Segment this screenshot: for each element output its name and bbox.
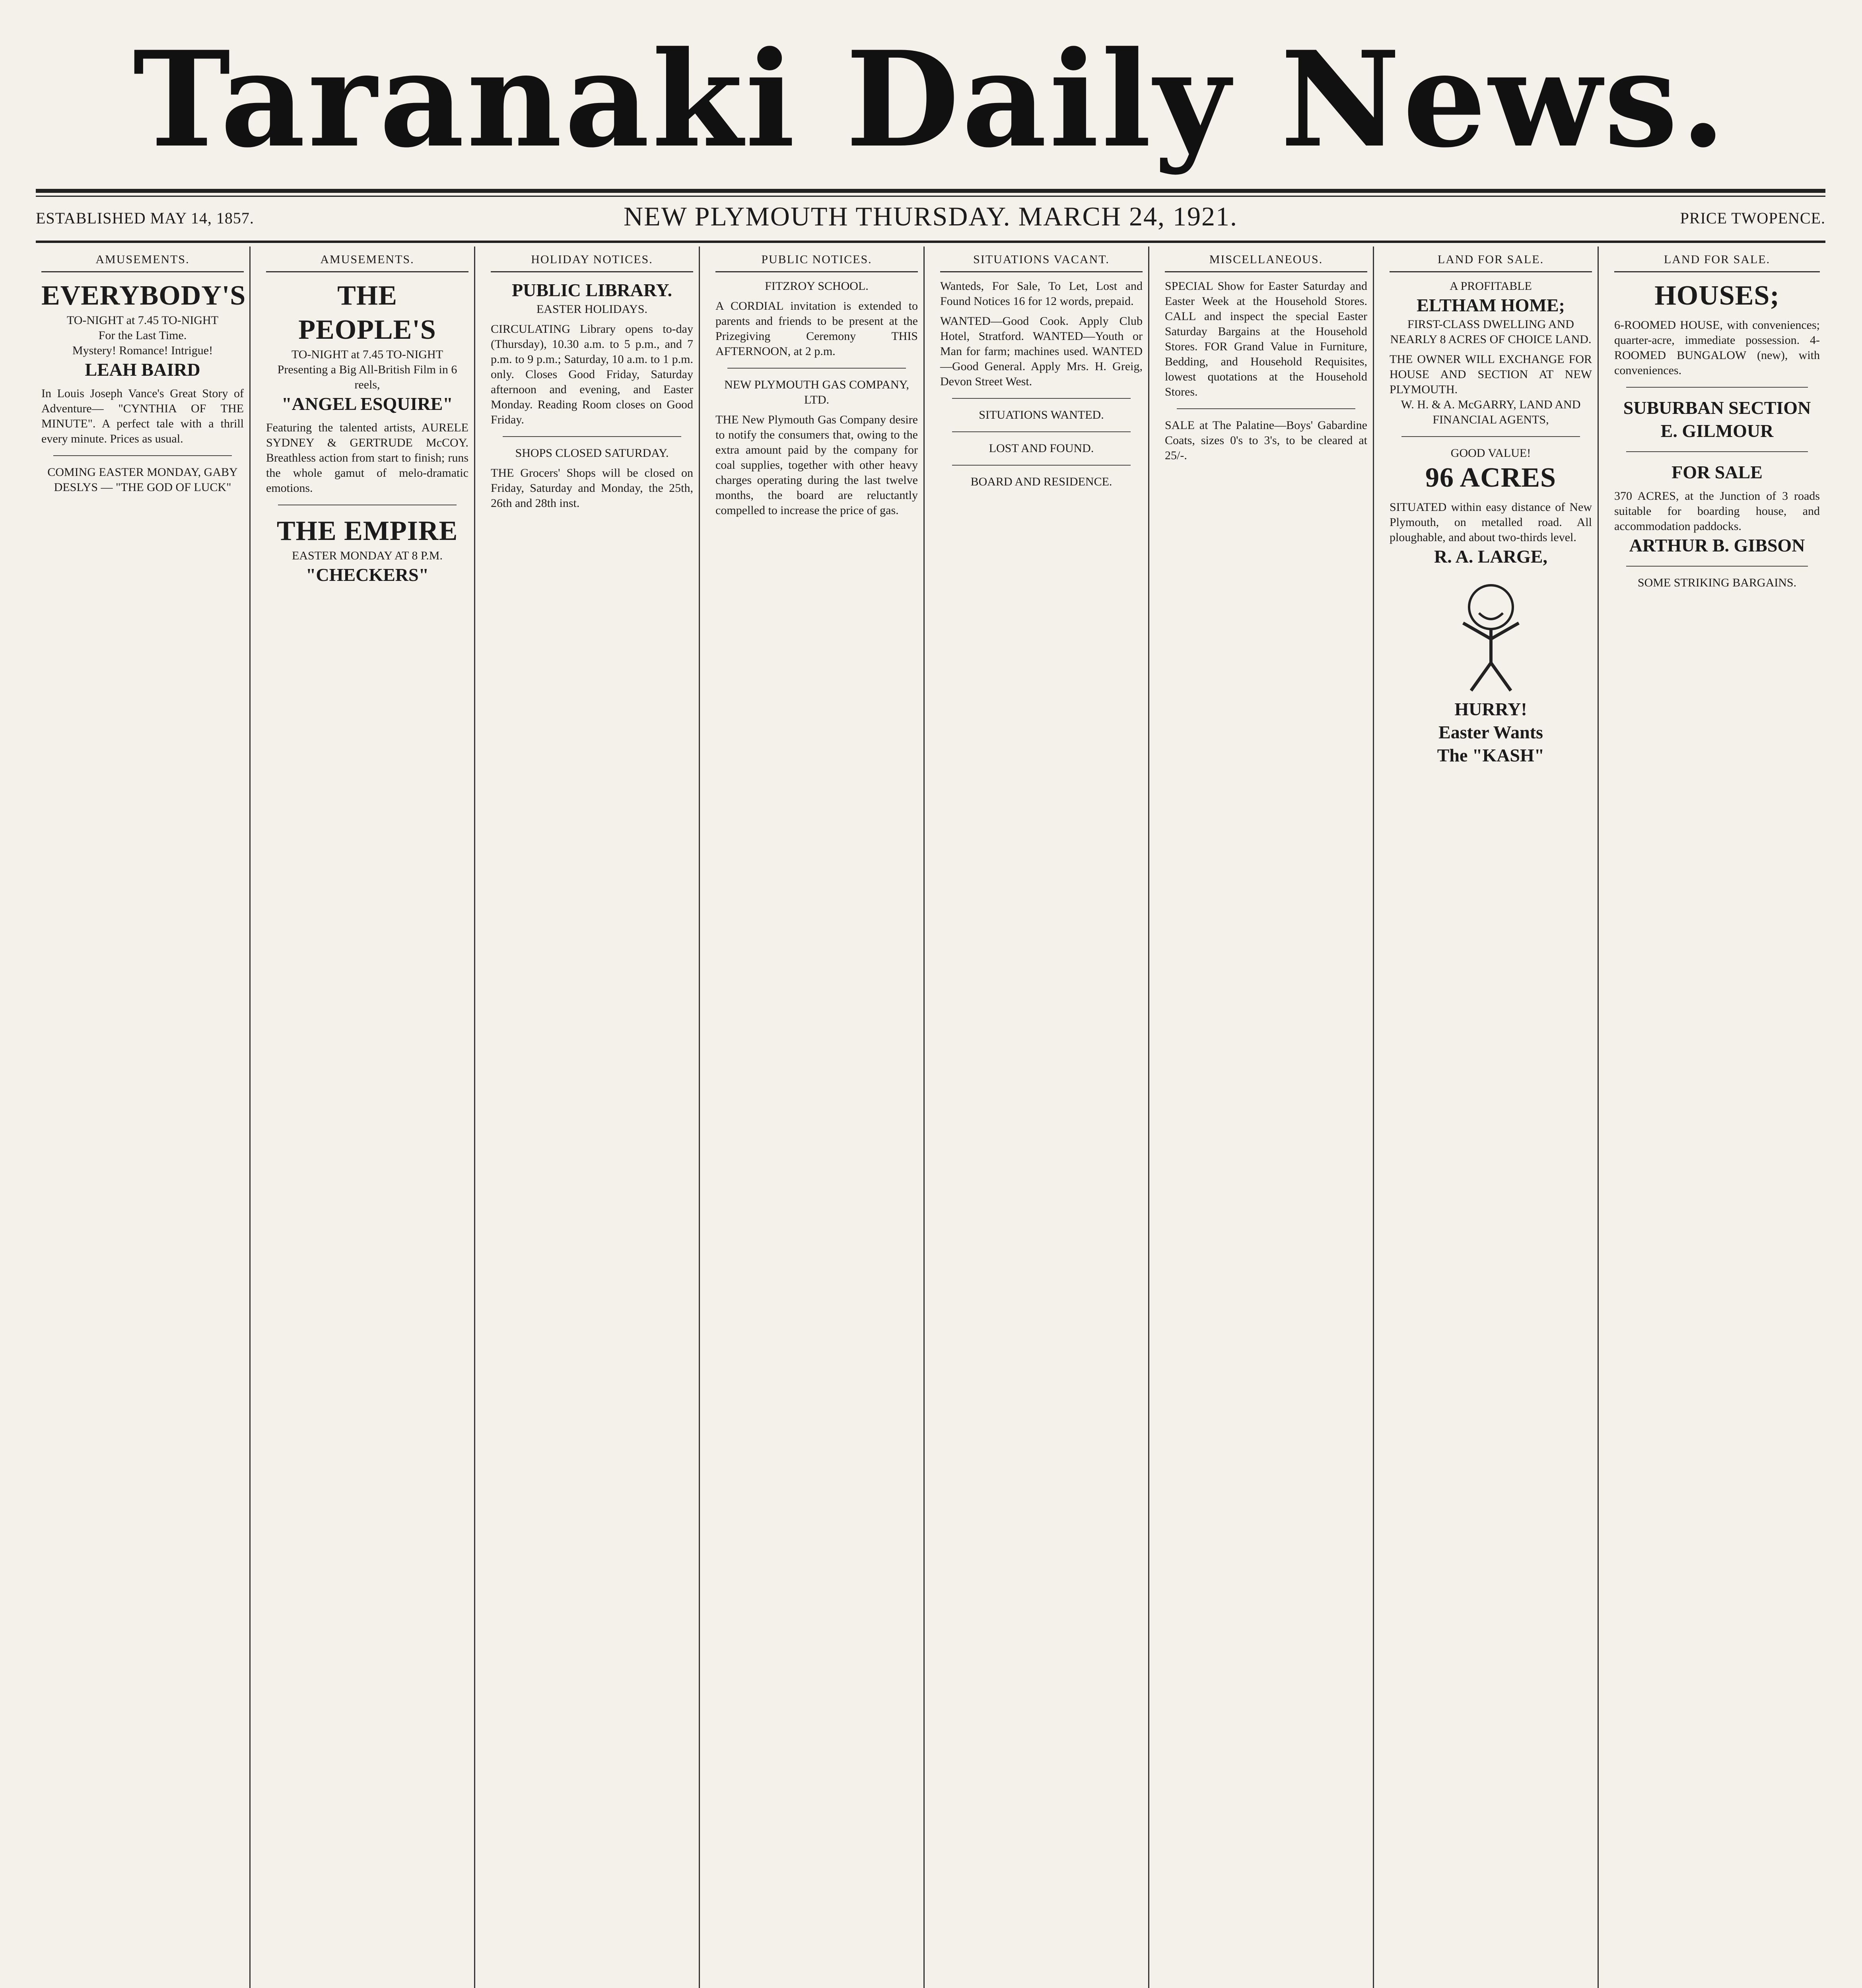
column-miscellaneous [1159, 247, 1374, 1988]
agent-name: R. A. LARGE, [1434, 546, 1547, 567]
ad-line: For the Last Time. [98, 329, 187, 342]
classified-body: SPECIAL Show for Easter Saturday and Easter Week at the Household Stores. CALL and inspect the special Easter Saturday Bargains at the Household Stores. FOR Grand Value in Furniture, Bedding, and Household Requisites, lowest quotations at the Household Stores. [1165, 280, 1367, 398]
ad-kicker: A PROFITABLE [1450, 280, 1532, 293]
ad-title: 96 ACRES [1425, 462, 1556, 493]
ad-line: Mystery! Romance! Intrigue! [72, 344, 213, 357]
agent-name: W. H. & A. McGARRY, LAND AND FINANCIAL AGENTS, [1401, 398, 1581, 426]
ad-title: SUBURBAN SECTION [1623, 398, 1811, 418]
ad-line: TO-NIGHT at 7.45 TO-NIGHT [291, 348, 443, 361]
ad-body: THE OWNER WILL EXCHANGE FOR HOUSE AND SECTION AT NEW PLYMOUTH. [1390, 353, 1592, 396]
ad-title: Easter Wants [1438, 722, 1543, 742]
ad-star: LEAH BAIRD [85, 359, 200, 380]
column-amusements-2 [260, 247, 475, 1988]
divider [1626, 387, 1808, 388]
column-heading: AMUSEMENTS. [266, 247, 468, 272]
agent-name: E. GILMOUR [1660, 421, 1774, 441]
notice-body: CIRCULATING Library opens to-day (Thursday), 10.30 a.m. to 5 p.m., and 7 p.m. to 9 p.m.; Saturday, 10 a.m. to 1 p.m. only. Closes Good Friday, Saturday afternoon and evening, and Easter Monday. Reading Room closes on Good Friday. [491, 322, 693, 426]
column-amusements-1 [36, 247, 251, 1988]
ad-body: 370 ACRES, at the Junction of 3 roads suitable for boarding house, and accommodation paddocks. [1614, 489, 1820, 533]
place-date: NEW PLYMOUTH THURSDAY. MARCH 24, 1921. [624, 201, 1238, 231]
classified-body: SALE at The Palatine—Boys' Gabardine Coats, sizes 0's to 3's, to be cleared at 25/-. [1165, 419, 1367, 462]
notice-body: THE New Plymouth Gas Company desire to notify the consumers that, owing to the extra amount paid by the company for coal supplies, together with other heavy charges operating during the last twelve months, the board are reluctantly compelled to increase the price of gas. [715, 413, 918, 517]
column-heading: LAND FOR SALE. [1390, 247, 1592, 272]
ad-title: ELTHAM HOME; [1417, 295, 1565, 315]
notice-sub: EASTER HOLIDAYS. [536, 303, 647, 316]
ad-body: 6-ROOMED HOUSE, with conveniences; quarter-acre, immediate possession. 4-ROOMED BUNGALOW (new), with conveniences. [1614, 318, 1820, 377]
notice-body: THE Grocers' Shops will be closed on Friday, Saturday and Monday, the 25th, 26th and 28th inst. [491, 466, 693, 510]
ad-title: SOME STRIKING BARGAINS. [1637, 576, 1797, 589]
notice-title: FITZROY SCHOOL. [765, 280, 869, 293]
ad-body: SITUATED within easy distance of New Plymouth, on metalled road. All ploughable, and about two-thirds level. [1390, 501, 1592, 544]
column-situations [935, 247, 1149, 1988]
dateline [36, 201, 1825, 237]
ad-line: EASTER MONDAY AT 8 P.M. [292, 549, 443, 562]
divider [1177, 408, 1355, 409]
established-line: ESTABLISHED MAY 14, 1857. [36, 209, 254, 227]
column-holiday-notices [485, 247, 700, 1988]
column-heading: SITUATIONS VACANT. [940, 247, 1143, 272]
notice-body: A CORDIAL invitation is extended to parents and friends to be present at the Prizegiving Ceremony THIS AFTERNOON, at 2 p.m. [715, 299, 918, 358]
masthead-rule [36, 189, 1825, 193]
ad-kicker: GOOD VALUE! [1450, 447, 1531, 460]
ad-body: Featuring the talented artists, AURELE SYDNEY & GERTRUDE McCOY. Breathless action from start to finish; runs the whole gamut of melo-dramatic emotions. [266, 421, 468, 495]
ad-title: THE PEOPLE'S [298, 280, 436, 345]
ad-title: HOUSES; [1654, 280, 1780, 311]
divider [503, 436, 681, 437]
ad-body: In Louis Joseph Vance's Great Story of Adventure— "CYNTHIA OF THE MINUTE". A perfect tale with a thrill every minute. Prices as usual. [41, 387, 244, 445]
ad-feature: "ANGEL ESQUIRE" [282, 394, 453, 414]
column-heading: AMUSEMENTS. [41, 247, 244, 272]
shop-name: The "KASH" [1437, 745, 1545, 765]
ad-line: TO-NIGHT at 7.45 TO-NIGHT [66, 314, 219, 327]
notice-title: NEW PLYMOUTH GAS COMPANY, LTD. [724, 378, 909, 406]
cartoon-figure-icon [1431, 575, 1551, 695]
divider [1626, 451, 1808, 452]
divider [1626, 566, 1808, 567]
masthead-rule-thin [36, 196, 1825, 197]
section-title: SITUATIONS WANTED. [979, 408, 1104, 421]
divider [952, 465, 1131, 466]
classified-body: WANTED—Good Cook. Apply Club Hotel, Stratford. WANTED—Youth or Man for farm; machines used. WANTED—Good General. Apply Mrs. H. Greig, Devon Street West. [940, 315, 1143, 388]
column-heading: PUBLIC NOTICES. [715, 247, 918, 272]
section-title: BOARD AND RESIDENCE. [970, 475, 1112, 488]
column-land-for-sale-2 [1609, 247, 1825, 1988]
price-line: PRICE TWOPENCE. [1680, 209, 1825, 227]
column-land-for-sale-1 [1384, 247, 1599, 1988]
ad-line: Presenting a Big All-British Film in 6 reels, [277, 363, 457, 391]
column-heading: LAND FOR SALE. [1614, 247, 1820, 272]
columns [36, 247, 1825, 1988]
divider [952, 431, 1131, 432]
divider [727, 368, 906, 369]
agent-name: ARTHUR B. GIBSON [1629, 535, 1805, 555]
column-public-notices [710, 247, 925, 1988]
ad-sub: FIRST-CLASS DWELLING AND NEARLY 8 ACRES OF CHOICE LAND. [1390, 318, 1592, 346]
ad-title: FOR SALE [1672, 462, 1763, 482]
classified-intro: Wanteds, For Sale, To Let, Lost and Found Notices 16 for 12 words, prepaid. [940, 280, 1143, 308]
ad-title: THE EMPIRE [276, 516, 458, 546]
notice-title: SHOPS CLOSED SATURDAY. [515, 447, 669, 460]
column-heading: MISCELLANEOUS. [1165, 247, 1367, 272]
dateline-rule [36, 241, 1825, 243]
ad-feature: "CHECKERS" [305, 565, 429, 585]
column-heading: HOLIDAY NOTICES. [491, 247, 693, 272]
masthead-title: Taranaki Daily News. [133, 22, 1728, 177]
divider [53, 455, 232, 456]
ad-kicker: HURRY! [1454, 699, 1527, 719]
notice-title: PUBLIC LIBRARY. [511, 280, 672, 300]
ad-title: EVERYBODY'S [41, 280, 246, 311]
divider [1401, 436, 1580, 437]
section-title: LOST AND FOUND. [989, 442, 1094, 455]
ad-coming: COMING EASTER MONDAY, GABY DESLYS — "THE GOD OF LUCK" [47, 466, 238, 494]
divider [952, 398, 1131, 399]
